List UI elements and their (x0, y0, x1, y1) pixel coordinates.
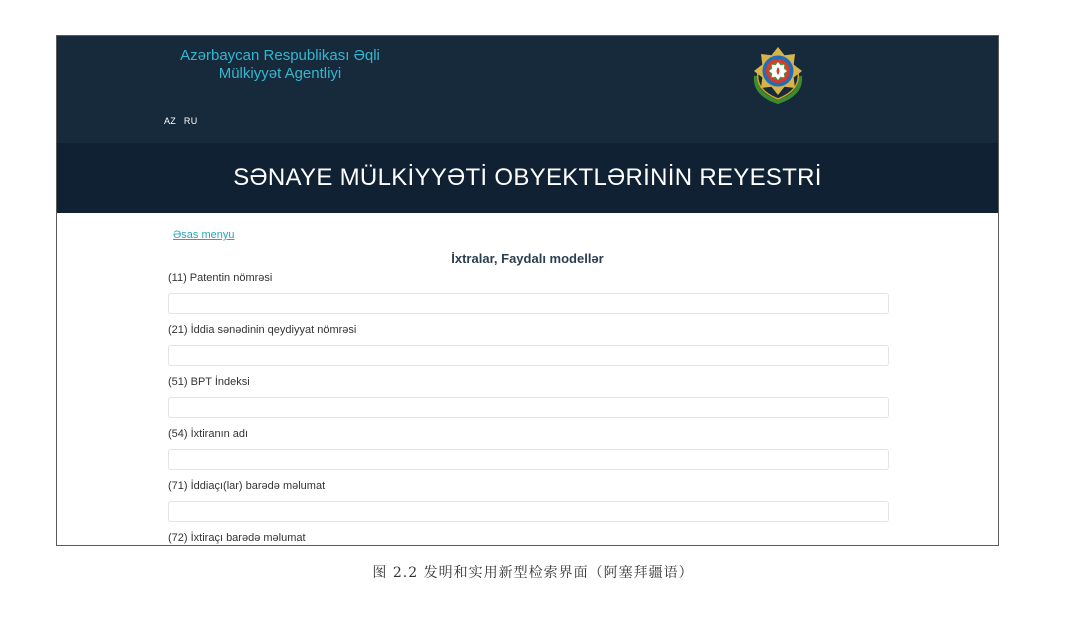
patent-number-label: (11) Patentin nömrəsi (168, 272, 273, 284)
invention-title-label: (54) İxtiranın adı (168, 428, 249, 440)
applicant-info-label: (71) İddiaçı(lar) barədə məlumat (168, 480, 326, 492)
main-menu-link[interactable]: Əsas menyu (173, 229, 235, 241)
applicant-info-input[interactable] (168, 501, 889, 522)
agency-name-line-1: Azərbaycan Respublikası Əqli (180, 47, 380, 64)
ipc-index-label: (51) BPT İndeksi (168, 376, 250, 388)
title-band (57, 143, 998, 213)
section-title: İxtralar, Faydalı modellər (451, 251, 604, 266)
ipc-index-input[interactable] (168, 397, 889, 418)
azerbaijan-coat-of-arms-icon (748, 42, 808, 106)
screenshot-frame (56, 35, 999, 546)
application-number-input[interactable] (168, 345, 889, 366)
inventor-info-label: (72) İxtiraçı barədə məlumat (168, 532, 306, 544)
application-number-label: (21) İddia sənədinin qeydiyyat nömrəsi (168, 324, 357, 336)
invention-title-input[interactable] (168, 449, 889, 470)
page-title: SƏNAYE MÜLKİYYƏTİ OBYEKTLƏRİNİN REYESTRİ (233, 164, 822, 191)
search-form (57, 213, 998, 545)
language-az-link[interactable]: AZ (164, 116, 177, 126)
agency-name-line-2: Mülkiyyət Agentliyi (218, 65, 342, 82)
agency-name[interactable] (172, 47, 388, 83)
top-header (57, 36, 998, 143)
figure-caption: 图 2.2 发明和实用新型检索界面（阿塞拜疆语） (372, 565, 694, 581)
patent-number-input[interactable] (168, 293, 889, 314)
language-switcher (164, 116, 203, 126)
language-ru-link[interactable]: RU (183, 116, 198, 126)
